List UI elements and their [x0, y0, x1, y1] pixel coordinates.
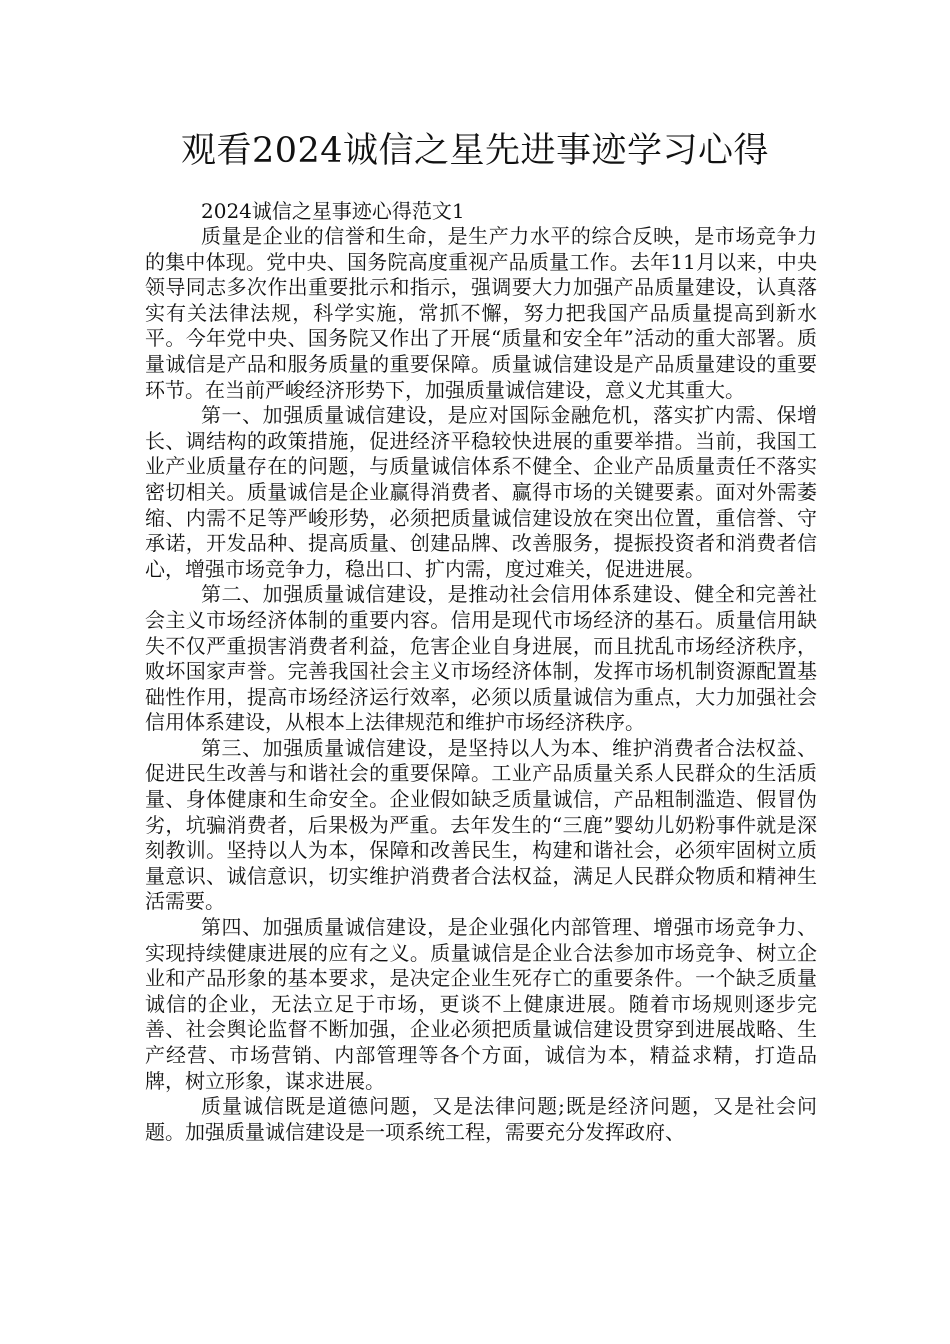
document-title: 观看2024诚信之星先进事迹学习心得 — [180, 131, 770, 171]
paragraph-intro: 质量是企业的信誉和生命，是生产力水平的综合反映，是市场竞争力的集中体现。党中央、国务院高度重视产品质量工作。去年11月以来，中央领导同志多次作出重要批示和指示，强调要大力加强产品质量建设，认真落实有关法律法规，科学实施，常抓不懈，努力把我国产品质量提高到新水平。今年党中央、国务院又作出了开展“质量和安全年”活动的重大部署。质量诚信是产品和服务质量的重要保障。质量诚信建设是产品质量建设的重要环节。在当前严峻经济形势下，加强质量诚信建设，意义尤其重大。 — [145, 224, 817, 402]
paragraph-point-1: 第一、加强质量诚信建设，是应对国际金融危机，落实扩内需、保增长、调结构的政策措施，促进经济平稳较快进展的重要举措。当前，我国工业产业质量存在的问题，与质量诚信体系不健全、企业产品质量责任不落实密切相关。质量诚信是企业赢得消费者、赢得市场的关键要素。面对外需萎缩、内需不足等严峻形势，必须把质量诚信建设放在突出位置，重信誉、守承诺，开发品种、提高质量、创建品牌、改善服务，提振投资者和消费者信心，增强市场竞争力，稳出口、扩内需，度过难关，促进进展。 — [145, 403, 817, 581]
paragraph-conclusion: 质量诚信既是道德问题，又是法律问题;既是经济问题，又是社会问题。加强质量诚信建设是一项系统工程，需要充分发挥政府、 — [145, 1094, 817, 1144]
section-subtitle: 2024诚信之星事迹心得范文1 — [201, 199, 465, 223]
document-body — [145, 198, 817, 1145]
paragraph-point-4: 第四、加强质量诚信建设，是企业强化内部管理、增强市场竞争力、实现持续健康进展的应有之义。质量诚信是企业合法参加市场竞争、树立企业和产品形象的基本要求，是决定企业生死存亡的重要条件。一个缺乏质量诚信的企业，无法立足于市场，更谈不上健康进展。随着市场规则逐步完善、社会舆论监督不断加强，企业必须把质量诚信建设贯穿到进展战略、生产经营、市场营销、内部管理等各个方面，诚信为本，精益求精，打造品牌，树立形象，谋求进展。 — [145, 915, 817, 1093]
paragraph-point-2: 第二、加强质量诚信建设，是推动社会信用体系建设、健全和完善社会主义市场经济体制的重要内容。信用是现代市场经济的基石。质量信用缺失不仅严重损害消费者利益，危害企业自身进展，而且扰乱市场经济秩序，败坏国家声誉。完善我国社会主义市场经济体制，发挥市场机制资源配置基础性作用，提高市场经济运行效率，必须以质量诚信为重点，大力加强社会信用体系建设，从根本上法律规范和维护市场经济秩序。 — [145, 582, 817, 735]
paragraph-point-3: 第三、加强质量诚信建设，是坚持以人为本、维护消费者合法权益、促进民生改善与和谐社会的重要保障。工业产品质量关系人民群众的生活质量、身体健康和生命安全。企业假如缺乏质量诚信，产品粗制滥造、假冒伪劣，坑骗消费者，后果极为严重。去年发生的“三鹿”婴幼儿奶粉事件就是深刻教训。坚持以人为本，保障和改善民生，构建和谐社会，必须牢固树立质量意识、诚信意识，切实维护消费者合法权益，满足人民群众物质和精神生活需要。 — [145, 735, 817, 914]
